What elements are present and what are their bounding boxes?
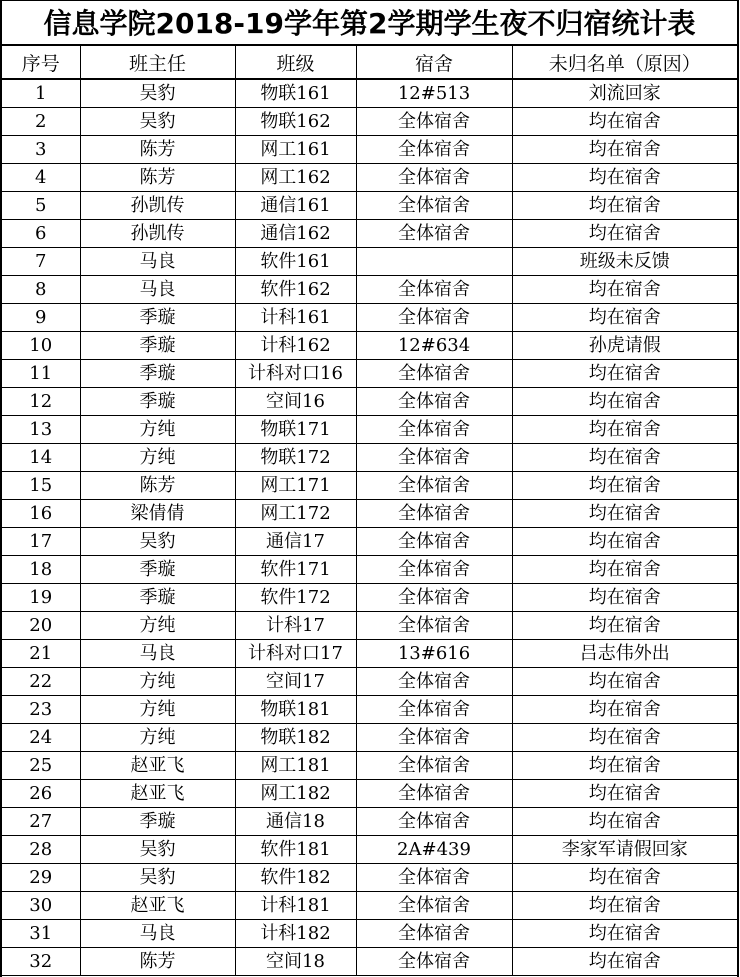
cell-absentees[interactable]: 均在宿舍 xyxy=(512,276,737,304)
cell-index[interactable]: 6 xyxy=(2,220,80,248)
table-row xyxy=(2,220,737,248)
cell-teacher[interactable]: 方纯 xyxy=(80,416,235,444)
cell-absentees[interactable]: 吕志伟外出 xyxy=(512,640,737,668)
cell-teacher[interactable]: 季璇 xyxy=(80,360,235,388)
cell-class[interactable]: 网工172 xyxy=(235,500,356,528)
cell-dorm[interactable] xyxy=(356,248,512,276)
cell-dorm[interactable]: 全体宿舍 xyxy=(356,220,512,248)
cell-dorm[interactable]: 全体宿舍 xyxy=(356,556,512,584)
cell-class[interactable]: 网工161 xyxy=(235,136,356,164)
cell-absentees[interactable]: 均在宿舍 xyxy=(512,500,737,528)
cell-class[interactable]: 网工181 xyxy=(235,752,356,780)
cell-class[interactable]: 计科17 xyxy=(235,612,356,640)
cell-dorm[interactable]: 12#634 xyxy=(356,332,512,360)
cell-absentees[interactable]: 均在宿舍 xyxy=(512,416,737,444)
cell-index[interactable]: 7 xyxy=(2,248,80,276)
header-cell-class[interactable]: 班级 xyxy=(235,46,356,79)
cell-dorm[interactable]: 全体宿舍 xyxy=(356,472,512,500)
table-row xyxy=(2,752,737,780)
table-row xyxy=(2,948,737,976)
cell-absentees[interactable]: 刘流回家 xyxy=(512,79,737,108)
cell-class[interactable]: 计科162 xyxy=(235,332,356,360)
cell-index[interactable]: 14 xyxy=(2,444,80,472)
cell-absentees[interactable]: 均在宿舍 xyxy=(512,920,737,948)
cell-class[interactable]: 通信18 xyxy=(235,808,356,836)
cell-class[interactable]: 空间17 xyxy=(235,668,356,696)
table-row xyxy=(2,920,737,948)
cell-dorm[interactable]: 全体宿舍 xyxy=(356,864,512,892)
cell-class[interactable]: 网工182 xyxy=(235,780,356,808)
cell-absentees[interactable]: 均在宿舍 xyxy=(512,472,737,500)
cell-teacher[interactable]: 陈芳 xyxy=(80,136,235,164)
cell-class[interactable]: 软件181 xyxy=(235,836,356,864)
cell-absentees[interactable]: 孙虎请假 xyxy=(512,332,737,360)
cell-class[interactable]: 通信162 xyxy=(235,220,356,248)
table-row xyxy=(2,808,737,836)
table-row xyxy=(2,892,737,920)
table-row xyxy=(2,416,737,444)
cell-teacher[interactable]: 马良 xyxy=(80,276,235,304)
cell-dorm[interactable]: 全体宿舍 xyxy=(356,752,512,780)
cell-teacher[interactable]: 季璇 xyxy=(80,388,235,416)
table-row xyxy=(2,836,737,864)
cell-class[interactable]: 计科对口17 xyxy=(235,640,356,668)
cell-index[interactable]: 16 xyxy=(2,500,80,528)
cell-class[interactable]: 软件182 xyxy=(235,864,356,892)
cell-teacher[interactable]: 孙凯传 xyxy=(80,192,235,220)
cell-dorm[interactable]: 全体宿舍 xyxy=(356,948,512,976)
table-row xyxy=(2,556,737,584)
cell-absentees[interactable]: 均在宿舍 xyxy=(512,108,737,136)
cell-index[interactable]: 22 xyxy=(2,668,80,696)
cell-dorm[interactable]: 全体宿舍 xyxy=(356,164,512,192)
cell-teacher[interactable]: 季璇 xyxy=(80,808,235,836)
cell-absentees[interactable]: 均在宿舍 xyxy=(512,584,737,612)
cell-dorm[interactable]: 全体宿舍 xyxy=(356,416,512,444)
table-row xyxy=(2,696,737,724)
cell-index[interactable]: 31 xyxy=(2,920,80,948)
cell-index[interactable]: 19 xyxy=(2,584,80,612)
table-row xyxy=(2,500,737,528)
cell-teacher[interactable]: 方纯 xyxy=(80,724,235,752)
table-row xyxy=(2,136,737,164)
cell-dorm[interactable]: 12#513 xyxy=(356,79,512,108)
cell-dorm[interactable]: 全体宿舍 xyxy=(356,360,512,388)
cell-absentees[interactable]: 均在宿舍 xyxy=(512,360,737,388)
cell-dorm[interactable]: 全体宿舍 xyxy=(356,276,512,304)
cell-class[interactable]: 通信161 xyxy=(235,192,356,220)
table-body xyxy=(2,79,737,976)
cell-class[interactable]: 软件171 xyxy=(235,556,356,584)
header-row xyxy=(2,46,737,79)
cell-class[interactable]: 空间18 xyxy=(235,948,356,976)
cell-class[interactable]: 物联161 xyxy=(235,79,356,108)
cell-teacher[interactable]: 季璇 xyxy=(80,556,235,584)
table-row xyxy=(2,612,737,640)
cell-dorm[interactable]: 全体宿舍 xyxy=(356,136,512,164)
cell-index[interactable]: 26 xyxy=(2,780,80,808)
cell-teacher[interactable]: 季璇 xyxy=(80,584,235,612)
cell-absentees[interactable]: 均在宿舍 xyxy=(512,528,737,556)
cell-teacher[interactable]: 吴豹 xyxy=(80,864,235,892)
cell-teacher[interactable]: 方纯 xyxy=(80,668,235,696)
cell-class[interactable]: 物联171 xyxy=(235,416,356,444)
cell-index[interactable]: 18 xyxy=(2,556,80,584)
table-row xyxy=(2,668,737,696)
cell-absentees[interactable]: 均在宿舍 xyxy=(512,192,737,220)
table-row xyxy=(2,472,737,500)
cell-index[interactable]: 25 xyxy=(2,752,80,780)
cell-dorm[interactable]: 全体宿舍 xyxy=(356,584,512,612)
table-row xyxy=(2,192,737,220)
header-cell-absentees[interactable]: 未归名单（原因） xyxy=(512,46,737,79)
cell-index[interactable]: 24 xyxy=(2,724,80,752)
cell-absentees[interactable]: 均在宿舍 xyxy=(512,808,737,836)
cell-dorm[interactable]: 全体宿舍 xyxy=(356,892,512,920)
cell-index[interactable]: 28 xyxy=(2,836,80,864)
cell-dorm[interactable]: 全体宿舍 xyxy=(356,388,512,416)
table-row xyxy=(2,276,737,304)
cell-index[interactable]: 8 xyxy=(2,276,80,304)
cell-index[interactable]: 20 xyxy=(2,612,80,640)
cell-index[interactable]: 13 xyxy=(2,416,80,444)
cell-dorm[interactable]: 全体宿舍 xyxy=(356,808,512,836)
cell-index[interactable]: 3 xyxy=(2,136,80,164)
cell-index[interactable]: 10 xyxy=(2,332,80,360)
table-row xyxy=(2,640,737,668)
cell-teacher[interactable]: 赵亚飞 xyxy=(80,752,235,780)
header-cell-teacher[interactable]: 班主任 xyxy=(80,46,235,79)
cell-dorm[interactable]: 全体宿舍 xyxy=(356,724,512,752)
cell-class[interactable]: 物联162 xyxy=(235,108,356,136)
cell-teacher[interactable]: 季璇 xyxy=(80,332,235,360)
cell-teacher[interactable]: 梁倩倩 xyxy=(80,500,235,528)
cell-teacher[interactable]: 陈芳 xyxy=(80,164,235,192)
cell-class[interactable]: 计科182 xyxy=(235,920,356,948)
cell-index[interactable]: 23 xyxy=(2,696,80,724)
cell-class[interactable]: 空间16 xyxy=(235,388,356,416)
cell-class[interactable]: 网工171 xyxy=(235,472,356,500)
cell-teacher[interactable]: 方纯 xyxy=(80,444,235,472)
header-cell-dorm[interactable]: 宿舍 xyxy=(356,46,512,79)
cell-teacher[interactable]: 吴豹 xyxy=(80,836,235,864)
cell-class[interactable]: 物联182 xyxy=(235,724,356,752)
table-row xyxy=(2,79,737,108)
cell-class[interactable]: 物联172 xyxy=(235,444,356,472)
table-row xyxy=(2,360,737,388)
cell-absentees[interactable]: 李家军请假回家 xyxy=(512,836,737,864)
cell-class[interactable]: 软件161 xyxy=(235,248,356,276)
header-cell-index[interactable]: 序号 xyxy=(2,46,80,79)
cell-absentees[interactable]: 均在宿舍 xyxy=(512,444,737,472)
cell-absentees[interactable]: 均在宿舍 xyxy=(512,948,737,976)
cell-absentees[interactable]: 均在宿舍 xyxy=(512,304,737,332)
cell-index[interactable]: 1 xyxy=(2,79,80,108)
cell-dorm[interactable]: 全体宿舍 xyxy=(356,668,512,696)
cell-teacher[interactable]: 马良 xyxy=(80,248,235,276)
cell-absentees[interactable]: 均在宿舍 xyxy=(512,864,737,892)
cell-teacher[interactable]: 马良 xyxy=(80,920,235,948)
cell-teacher[interactable]: 陈芳 xyxy=(80,472,235,500)
cell-dorm[interactable]: 全体宿舍 xyxy=(356,780,512,808)
table-row xyxy=(2,388,737,416)
cell-teacher[interactable]: 季璇 xyxy=(80,304,235,332)
table-row xyxy=(2,164,737,192)
cell-absentees[interactable]: 班级未反馈 xyxy=(512,248,737,276)
cell-teacher[interactable]: 方纯 xyxy=(80,696,235,724)
cell-index[interactable]: 4 xyxy=(2,164,80,192)
cell-teacher[interactable]: 赵亚飞 xyxy=(80,892,235,920)
table-row xyxy=(2,724,737,752)
cell-class[interactable]: 物联181 xyxy=(235,696,356,724)
table-row xyxy=(2,444,737,472)
cell-class[interactable]: 通信17 xyxy=(235,528,356,556)
cell-absentees[interactable]: 均在宿舍 xyxy=(512,780,737,808)
cell-dorm[interactable]: 全体宿舍 xyxy=(356,696,512,724)
cell-dorm[interactable]: 全体宿舍 xyxy=(356,108,512,136)
cell-index[interactable]: 5 xyxy=(2,192,80,220)
cell-index[interactable]: 17 xyxy=(2,528,80,556)
cell-index[interactable]: 11 xyxy=(2,360,80,388)
table-row xyxy=(2,864,737,892)
cell-index[interactable]: 27 xyxy=(2,808,80,836)
table-row xyxy=(2,332,737,360)
cell-absentees[interactable]: 均在宿舍 xyxy=(512,556,737,584)
cell-teacher[interactable]: 吴豹 xyxy=(80,528,235,556)
cell-class[interactable]: 计科181 xyxy=(235,892,356,920)
cell-index[interactable]: 21 xyxy=(2,640,80,668)
cell-absentees[interactable]: 均在宿舍 xyxy=(512,164,737,192)
sheet-title[interactable]: 信息学院2018-19学年第2学期学生夜不归宿统计表 xyxy=(2,0,737,46)
cell-absentees[interactable]: 均在宿舍 xyxy=(512,892,737,920)
table-row xyxy=(2,528,737,556)
cell-index[interactable]: 30 xyxy=(2,892,80,920)
table-row xyxy=(2,248,737,276)
cell-class[interactable]: 软件162 xyxy=(235,276,356,304)
cell-dorm[interactable]: 全体宿舍 xyxy=(356,612,512,640)
cell-index[interactable]: 2 xyxy=(2,108,80,136)
cell-teacher[interactable]: 吴豹 xyxy=(80,108,235,136)
cell-absentees[interactable]: 均在宿舍 xyxy=(512,220,737,248)
cell-index[interactable]: 32 xyxy=(2,948,80,976)
table-row xyxy=(2,304,737,332)
cell-absentees[interactable]: 均在宿舍 xyxy=(512,612,737,640)
cell-teacher[interactable]: 孙凯传 xyxy=(80,220,235,248)
cell-teacher[interactable]: 陈芳 xyxy=(80,948,235,976)
cell-absentees[interactable]: 均在宿舍 xyxy=(512,696,737,724)
cell-index[interactable]: 9 xyxy=(2,304,80,332)
cell-dorm[interactable]: 13#616 xyxy=(356,640,512,668)
cell-dorm[interactable]: 2A#439 xyxy=(356,836,512,864)
cell-index[interactable]: 29 xyxy=(2,864,80,892)
cell-class[interactable]: 软件172 xyxy=(235,584,356,612)
cell-teacher[interactable]: 马良 xyxy=(80,640,235,668)
table-row xyxy=(2,108,737,136)
cell-class[interactable]: 网工162 xyxy=(235,164,356,192)
cell-absentees[interactable]: 均在宿舍 xyxy=(512,668,737,696)
cell-index[interactable]: 12 xyxy=(2,388,80,416)
cell-teacher[interactable]: 赵亚飞 xyxy=(80,780,235,808)
cell-dorm[interactable]: 全体宿舍 xyxy=(356,528,512,556)
cell-teacher[interactable]: 方纯 xyxy=(80,612,235,640)
cell-index[interactable]: 15 xyxy=(2,472,80,500)
dorm-absence-table xyxy=(2,46,737,976)
cell-absentees[interactable]: 均在宿舍 xyxy=(512,136,737,164)
cell-class[interactable]: 计科161 xyxy=(235,304,356,332)
cell-dorm[interactable]: 全体宿舍 xyxy=(356,920,512,948)
cell-class[interactable]: 计科对口16 xyxy=(235,360,356,388)
table-row xyxy=(2,780,737,808)
cell-dorm[interactable]: 全体宿舍 xyxy=(356,304,512,332)
cell-teacher[interactable]: 吴豹 xyxy=(80,79,235,108)
cell-dorm[interactable]: 全体宿舍 xyxy=(356,500,512,528)
cell-absentees[interactable]: 均在宿舍 xyxy=(512,724,737,752)
table-row xyxy=(2,584,737,612)
cell-dorm[interactable]: 全体宿舍 xyxy=(356,192,512,220)
cell-dorm[interactable]: 全体宿舍 xyxy=(356,444,512,472)
cell-absentees[interactable]: 均在宿舍 xyxy=(512,752,737,780)
cell-absentees[interactable]: 均在宿舍 xyxy=(512,388,737,416)
